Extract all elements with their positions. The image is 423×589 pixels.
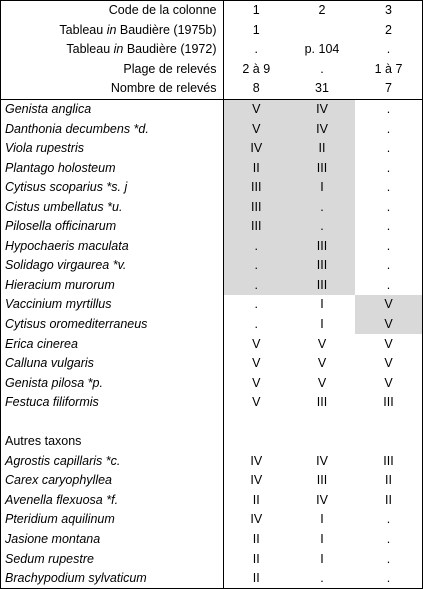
- presence-value: .: [223, 237, 289, 257]
- presence-value: III: [289, 158, 355, 178]
- presence-value: III: [289, 276, 355, 296]
- header-value: p. 104: [304, 42, 340, 57]
- presence-value: .: [386, 199, 391, 214]
- empty-cell: [1, 412, 223, 432]
- header-row-code: [1, 1, 422, 21]
- header-value: .: [320, 61, 324, 76]
- presence-value: II: [252, 532, 260, 547]
- presence-value: II: [385, 492, 392, 507]
- species-name: Viola rupestris: [1, 139, 223, 159]
- presence-value: II: [223, 158, 289, 178]
- table-row: [1, 510, 422, 530]
- presence-value: IV: [250, 473, 263, 488]
- header-value: [289, 21, 355, 41]
- species-name: Sedum rupestre: [1, 549, 223, 569]
- presence-value: I: [320, 317, 324, 332]
- presence-value: III: [223, 178, 289, 198]
- empty-cell: [289, 432, 355, 452]
- table-row: [1, 295, 422, 315]
- empty-cell: [223, 412, 289, 432]
- table-row: [1, 569, 422, 589]
- species-name: Genista anglica: [1, 99, 223, 119]
- section-label: Autres taxons: [1, 432, 223, 452]
- header-value: 2: [385, 22, 392, 37]
- header-value: 1 à 7: [374, 61, 403, 76]
- presence-value: .: [289, 197, 355, 217]
- empty-cell: [223, 432, 289, 452]
- species-name: Solidago virgaurea *v.: [1, 256, 223, 276]
- header-value: 2 à 9: [242, 61, 271, 76]
- presence-value: IV: [316, 492, 328, 507]
- table-row: [1, 334, 422, 354]
- species-name: Danthonia decumbens *d.: [1, 119, 223, 139]
- presence-value: V: [223, 99, 289, 119]
- table-row: [1, 373, 422, 393]
- presence-value: V: [355, 295, 422, 315]
- species-name: Hieracium murorum: [1, 276, 223, 296]
- table-row: [1, 354, 422, 374]
- species-name: Plantago holosteum: [1, 158, 223, 178]
- presence-value: II: [252, 571, 260, 586]
- presence-value: .: [386, 121, 391, 136]
- presence-value: I: [320, 551, 324, 566]
- spacer-row: [1, 412, 422, 432]
- empty-cell: [355, 412, 422, 432]
- table-row: [1, 99, 422, 119]
- species-name: Jasione montana: [1, 530, 223, 550]
- species-name: Brachypodium sylvaticum: [1, 569, 223, 589]
- presence-value: V: [384, 375, 393, 390]
- table-row: [1, 276, 422, 296]
- empty-cell: [289, 412, 355, 432]
- presence-value: .: [386, 532, 391, 547]
- header-label: Nombre de relevés: [1, 79, 223, 99]
- header-value: 31: [315, 81, 329, 96]
- empty-cell: [355, 432, 422, 452]
- header-value: 8: [252, 81, 260, 96]
- species-name: Cytisus scoparius *s. j: [1, 178, 223, 198]
- presence-value: IV: [223, 139, 289, 159]
- header-label: Plage de relevés: [1, 60, 223, 80]
- presence-value: V: [355, 315, 422, 335]
- presence-value: IV: [289, 99, 355, 119]
- header-value: 2: [318, 3, 326, 18]
- presence-value: .: [254, 297, 258, 312]
- presence-value: .: [254, 317, 258, 332]
- presence-value: .: [223, 276, 289, 296]
- header-row-nombre: [1, 79, 422, 99]
- presence-value: .: [386, 571, 391, 586]
- header-label: Code de la colonne: [1, 1, 223, 21]
- species-name: Vaccinium myrtillus: [1, 295, 223, 315]
- species-name: Cistus umbellatus *u.: [1, 197, 223, 217]
- table-row: [1, 139, 422, 159]
- presence-value: .: [386, 551, 391, 566]
- presence-value: III: [383, 395, 394, 410]
- presence-value: II: [252, 551, 260, 566]
- presence-value: III: [316, 395, 328, 410]
- header-value: 1: [252, 3, 260, 18]
- table-row: [1, 237, 422, 257]
- species-name: Pteridium aquilinum: [1, 510, 223, 530]
- presence-value: .: [386, 219, 391, 234]
- header-value: 7: [385, 81, 392, 96]
- table-row: [1, 197, 422, 217]
- presence-value: III: [223, 217, 289, 237]
- species-name: Erica cinerea: [1, 334, 223, 354]
- header-row-plage: [1, 60, 422, 80]
- species-name: Avenella flexuosa *f.: [1, 491, 223, 511]
- presence-value: .: [289, 217, 355, 237]
- presence-value: III: [289, 237, 355, 257]
- presence-value: .: [320, 571, 324, 586]
- table-row: [1, 452, 422, 472]
- presence-value: V: [384, 336, 393, 351]
- relevés-table: [1, 1, 422, 588]
- table-row: [1, 549, 422, 569]
- species-name: Calluna vulgaris: [1, 354, 223, 374]
- presence-value: V: [252, 395, 261, 410]
- presence-value: V: [252, 375, 261, 390]
- presence-value: .: [386, 238, 391, 253]
- presence-value: I: [320, 297, 324, 312]
- species-name: Carex caryophyllea: [1, 471, 223, 491]
- presence-value: I: [320, 532, 324, 547]
- species-name: Festuca filiformis: [1, 393, 223, 413]
- table-row: [1, 158, 422, 178]
- presence-value: V: [317, 336, 327, 351]
- presence-value: IV: [250, 512, 263, 527]
- table-row: [1, 217, 422, 237]
- presence-value: V: [384, 356, 393, 371]
- header-value: .: [386, 42, 391, 57]
- presence-value: III: [316, 473, 328, 488]
- presence-value: II: [252, 492, 260, 507]
- presence-value: V: [252, 336, 261, 351]
- presence-value: V: [223, 119, 289, 139]
- table-row: [1, 315, 422, 335]
- header-value: .: [254, 42, 258, 57]
- species-name: Pilosella officinarum: [1, 217, 223, 237]
- presence-value: .: [386, 180, 391, 195]
- presence-value: III: [289, 256, 355, 276]
- table-row: [1, 491, 422, 511]
- species-name: Genista pilosa *p.: [1, 373, 223, 393]
- presence-value: .: [386, 141, 391, 156]
- header-row-tableau-1972: [1, 40, 422, 60]
- table-row: [1, 256, 422, 276]
- presence-value: .: [386, 277, 391, 292]
- species-name: Hypochaeris maculata: [1, 237, 223, 257]
- presence-value: IV: [316, 453, 328, 468]
- presence-value: III: [223, 197, 289, 217]
- presence-value: .: [386, 512, 391, 527]
- presence-value: III: [383, 453, 394, 468]
- table-row: [1, 530, 422, 550]
- presence-value: IV: [289, 119, 355, 139]
- header-row-tableau-1975b: [1, 21, 422, 41]
- presence-value: II: [289, 139, 355, 159]
- presence-value: .: [355, 99, 422, 119]
- presence-value: V: [317, 375, 327, 390]
- header-value: 3: [385, 3, 392, 18]
- presence-value: V: [317, 356, 327, 371]
- table-row: [1, 393, 422, 413]
- header-label: Tableau in Baudière (1972): [1, 40, 223, 60]
- presence-value: I: [320, 512, 324, 527]
- header-value: 1: [252, 22, 260, 37]
- section-label-row: [1, 432, 422, 452]
- presence-value: II: [385, 473, 392, 488]
- table-row: [1, 119, 422, 139]
- presence-value: .: [386, 160, 391, 175]
- presence-value: .: [386, 258, 391, 273]
- table-row: [1, 471, 422, 491]
- presence-value: I: [289, 178, 355, 198]
- presence-value: IV: [250, 453, 263, 468]
- species-name: Cytisus oromediterraneus: [1, 315, 223, 335]
- presence-value: .: [223, 256, 289, 276]
- species-name: Agrostis capillaris *c.: [1, 452, 223, 472]
- table-row: [1, 178, 422, 198]
- presence-value: V: [252, 356, 261, 371]
- header-label: Tableau in Baudière (1975b): [1, 21, 223, 41]
